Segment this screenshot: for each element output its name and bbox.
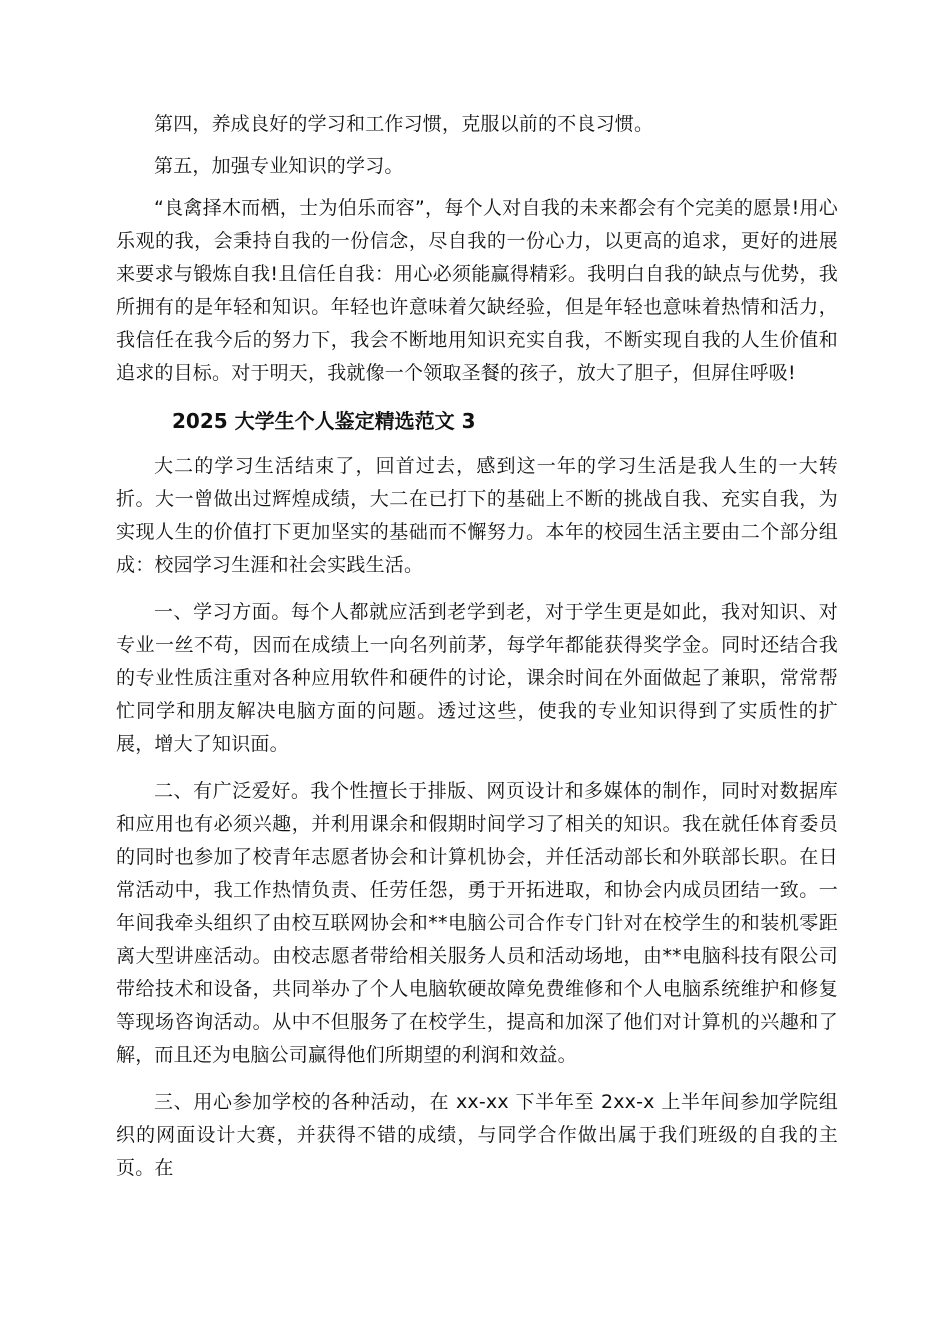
paragraph: 一、学习方面。每个人都就应活到老学到老，对于学生更是如此，我对知识、对专业一丝不苟，因而在成绩上一向名列前茅，每学年都能获得奖学金。同时还结合我的专业性质注重对各种应用软件和硬件的讨论，课余时间在外面做起了兼职，常常帮忙同学和朋友解决电脑方面的问题。透过这些，使我的专业知识得到了实质性的扩展，增大了知识面。	[116, 601, 838, 755]
paragraph: “良禽择木而栖，士为伯乐而容”，每个人对自我的未来都会有个完美的愿景!用心乐观的我，会秉持自我的一份信念，尽自我的一份心力，以更高的追求，更好的进展来要求与锻炼自我!且信任自我：用心必须能赢得精彩。我明白自我的缺点与优势，我所拥有的是年轻和知识。年轻也许意味着欠缺经验，但是年轻也意味着热情和活力，我信任在我今后的努力下，我会不断地用知识充实自我，不断实现自我的人生价值和追求的目标。对于明天，我就像一个领取圣餐的孩子，放大了胆子，但屏住呼吸!	[116, 197, 838, 384]
paragraph: 大二的学习生活结束了，回首过去，感到这一年的学习生活是我人生的一大转折。大一曾做出过辉煌成绩，大二在已打下的基础上不断的挑战自我、充实自我，为实现人生的价值打下更加坚实的基础而不懈努力。本年的校园生活主要由二个部分组成：校园学习生涯和社会实践生活。	[116, 455, 838, 576]
paragraph: 三、用心参加学校的各种活动，在 xx-xx 下半年至 2xx-x 上半年间参加学院组织的网面设计大赛，并获得不错的成绩，与同学合作做出属于我们班级的自我的主页。在	[116, 1091, 838, 1179]
paragraph: 二、有广泛爱好。我个性擅长于排版、网页设计和多媒体的制作，同时对数据库和应用也有必须兴趣，并利用课余和假期时间学习了相关的知识。我在就任体育委员的同时也参加了校青年志愿者协会和计算机协会，并任活动部长和外联部长职。在日常活动中，我工作热情负责、任劳任怨，勇于开拓进取，和协会内成员团结一致。一年间我牵头组织了由校互联网协会和**电脑公司合作专门针对在校学生的和装机零距离大型讲座活动。由校志愿者带给相关服务人员和活动场地，由**电脑科技有限公司带给技术和设备，共同举办了个人电脑软硬故障免费维修和个人电脑系统维护和修复等现场咨询活动。从中不但服务了在校学生，提高和加深了他们对计算机的兴趣和了解，而且还为电脑公司赢得他们所期望的利润和效益。	[116, 780, 838, 1066]
section-title: 2025 大学生个人鉴定精选范文 3	[172, 409, 476, 433]
document-body	[116, 108, 838, 1199]
paragraph: 第五，加强专业知识的学习。	[154, 155, 404, 177]
paragraph: 第四，养成良好的学习和工作习惯，克服以前的不良习惯。	[154, 113, 654, 135]
